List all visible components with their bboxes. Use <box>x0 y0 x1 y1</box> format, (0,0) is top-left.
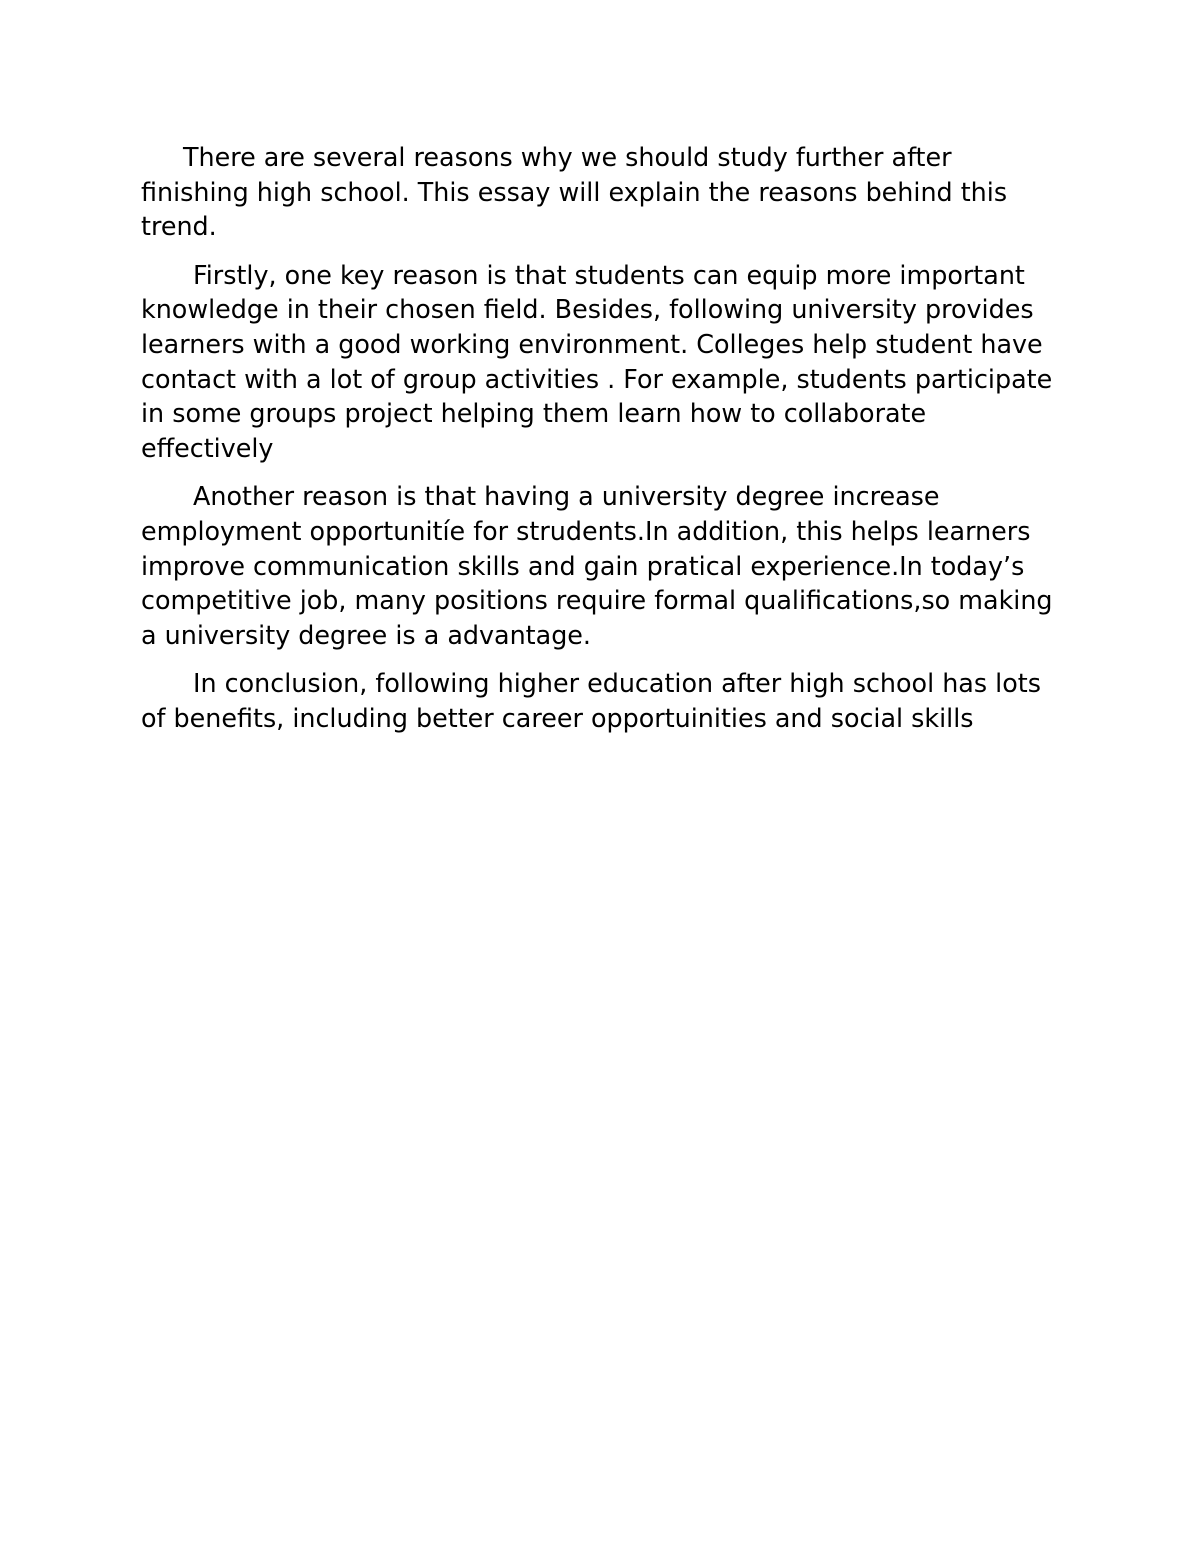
document-body <box>141 140 1061 750</box>
paragraph-first-reason: Firstly, one key reason is that students can equip more important knowledge in their chosen field. Besides, following university provides learners with a good working environment. Colleges help student have contact with a lot of group activities . For example, students participate in some groups project helping them learn how to collaborate effectively <box>141 259 1053 463</box>
paragraph-conclusion: In conclusion, following higher education after high school has lots of benefits, including better career opportuinities and social skills <box>141 668 1041 733</box>
paragraph-second-reason: Another reason is that having a university degree increase employment opportunitíe for strudents.In addition, this helps learners improve communication skills and gain pratical experience.In today’s competitive job, many positions require formal qualifications,so making a university degree is a advantage. <box>141 481 1053 650</box>
paragraph-introduction: There are several reasons why we should study further after finishing high school. This essay will explain the reasons behind this trend. <box>141 142 1008 242</box>
